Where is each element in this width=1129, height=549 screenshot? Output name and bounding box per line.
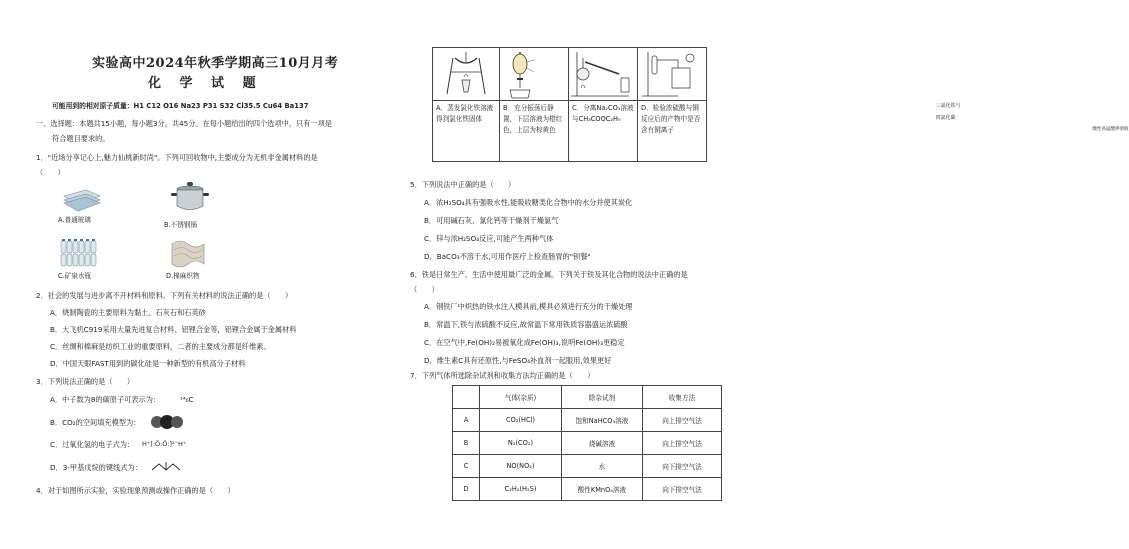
table-cell: C₂H₂(H₂S): [480, 478, 562, 501]
table-header-cell: [453, 386, 480, 409]
beaker-label: 酸性高锰酸钾溶液: [1092, 126, 1129, 132]
table-cell: 向下排空气法: [642, 455, 721, 478]
q6-option-d: D．维生素C具有还原性,与FeSO₄补血剂一起服用,效果更好: [424, 356, 612, 365]
stainless-pot-image: [170, 180, 210, 216]
q3-option-a: A．中子数为8的碳原子可表示为：: [50, 395, 161, 404]
q7-gas-table: [452, 385, 722, 501]
table-header-row: [453, 386, 722, 409]
q4-option-c: C．分离Na₂CO₃溶液与CH₃COOC₂H₅: [569, 101, 638, 162]
apparatus-distillation: [569, 48, 638, 101]
table-cell: 向下排空气法: [642, 478, 721, 501]
table-header-cell: 气体(杂质): [480, 386, 562, 409]
q2-stem: 2．社会的发展与进步离不开材料和原料。下列有关材料的说法正确的是（ ）: [36, 291, 293, 300]
peroxide-electron-formula: H⁺[:Ö:Ö:]²⁻H⁺: [142, 440, 187, 448]
q4-apparatus-table: [432, 47, 1129, 162]
table-cell: 酸性KMnO₄溶液: [561, 478, 642, 501]
q6-stem: 6．铁是日常生产、生活中使用最广泛的金属。下列关于铁及其化合物的说法中正确的是: [410, 270, 688, 279]
q1-option-c: C.矿泉水瓶: [58, 272, 92, 280]
atomic-masses: 可能用到的相对原子质量：H1 C12 O16 Na23 P31 S32 Cl35.5 Cu64 Ba137: [52, 102, 309, 110]
co2-space-filling-model: [150, 414, 184, 430]
q4-stem: 4．对于如图所示实验，实验现象预测或操作正确的是（ ）: [36, 486, 235, 495]
section-instructions-line1: 一、选择题：本题共15小题，每小题3分，共45分。在每小题给出的四个选项中，只有一项是: [36, 119, 332, 128]
q4-option-d: D．检验浓硫酸与铜反应后的产物中是否含有铜离子: [638, 101, 707, 162]
table-cell: 烧碱溶液: [561, 432, 642, 455]
table-cell: 向上排空气法: [642, 432, 721, 455]
table-cell: CO₂(HCl): [480, 409, 562, 432]
apparatus-evaporation: [433, 48, 500, 101]
q1-paren: （ ）: [36, 168, 65, 177]
isotope-notation: ¹⁴₆C: [180, 395, 194, 404]
table-row: [453, 455, 722, 478]
fabric-image: [170, 236, 206, 268]
glass-plates-image: [60, 186, 102, 212]
page-title: 实验高中2024年秋季学期高三10月月考: [92, 56, 339, 71]
q5-option-a: A．浓H₂SO₄具有强吸水性,能吸收糖类化合物中的水分并使其炭化: [424, 198, 633, 207]
table-header-cell: 除杂试剂: [561, 386, 642, 409]
table-cell: NO(NO₂): [480, 455, 562, 478]
q1-option-a: A.普通玻璃: [58, 216, 91, 224]
funnel-label-2: 四氯化碳: [935, 114, 956, 121]
water-bottles-image: [58, 235, 104, 269]
q6-paren: （ ）: [410, 285, 439, 294]
table-cell: N₂(CO₂): [480, 432, 562, 455]
q5-option-d: D．BaCO₃不溶于水,可用作医疗上检查肠胃的"钡餐": [424, 252, 591, 261]
q6-option-c: C．在空气中,Fe(OH)₂易被氧化成Fe(OH)₃,说明Fe(OH)₃更稳定: [424, 338, 625, 347]
q4-option-a: A．蒸发氯化铁溶液得到氯化铁固体: [433, 101, 500, 162]
page-subtitle: 化 学 试 题: [148, 76, 263, 91]
q2-option-b: B．大飞机C919采用大量先进复合材料、铝锂合金等，铝锂合金属于金属材料: [50, 325, 297, 334]
q2-option-c: C．丝绸和棉麻是纺织工业的重要原料，二者的主要成分都是纤维素。: [50, 342, 271, 351]
q7-stem: 7．下列气体所选除杂试剂和收集方法均正确的是（ ）: [410, 371, 595, 380]
q3-option-c: C．过氧化氢的电子式为：: [50, 440, 135, 449]
q1-option-b: B.不锈钢锅: [164, 221, 197, 229]
q6-option-b: B．常温下,铁与浓硫酸不反应,故常温下常用铁质容器盛运浓硫酸: [424, 320, 628, 329]
table-row: [453, 432, 722, 455]
q2-option-d: D．中国天眼FAST用到的碳化硅是一种新型的有机高分子材料: [50, 359, 246, 368]
q3-option-b: B．CO₂的空间填充模型为：: [50, 418, 141, 427]
funnel-label-1: 三氯化铁与: [935, 102, 961, 109]
table-header-cell: 收集方法: [642, 386, 721, 409]
table-row: [453, 478, 722, 501]
skeletal-formula: [150, 459, 184, 473]
q2-option-a: A．烧制陶瓷的主要原料为黏土、石灰石和石英砂: [50, 308, 206, 317]
q5-option-c: C．锌与浓H₂SO₄反应,可能产生两种气体: [424, 234, 554, 243]
q4-option-b: B．充分振荡后静置，下层溶液为橙红色，上层为棕黄色: [500, 101, 569, 162]
q6-option-a: A．钢铁厂中炽热的铁水注入模具前,模具必须进行充分的干燥处理: [424, 302, 633, 311]
table-cell: B: [453, 432, 480, 455]
table-cell: A: [453, 409, 480, 432]
q1-stem: 1．"近场分享记心上,魅力仙桃新时尚"。下列可回收物中,主要成分为无机非金属材料的是: [36, 153, 318, 162]
q3-stem: 3．下列说法正确的是（ ）: [36, 377, 135, 386]
section-instructions-line2: 符合题目要求的。: [52, 134, 110, 143]
q1-option-d: D.棉麻织物: [166, 272, 200, 280]
table-cell: 饱和NaHCO₃溶液: [561, 409, 642, 432]
table-cell: D: [453, 478, 480, 501]
q3-option-d: D．3-甲基戊烷的键线式为：: [50, 463, 142, 472]
table-row: [453, 409, 722, 432]
table-cell: C: [453, 455, 480, 478]
q5-stem: 5．下列说法中正确的是（ ）: [410, 180, 516, 189]
table-cell: 向上排空气法: [642, 409, 721, 432]
q5-option-b: B．可用碱石灰、氯化钙等干燥剂干燥氯气: [424, 216, 559, 225]
table-cell: 水: [561, 455, 642, 478]
